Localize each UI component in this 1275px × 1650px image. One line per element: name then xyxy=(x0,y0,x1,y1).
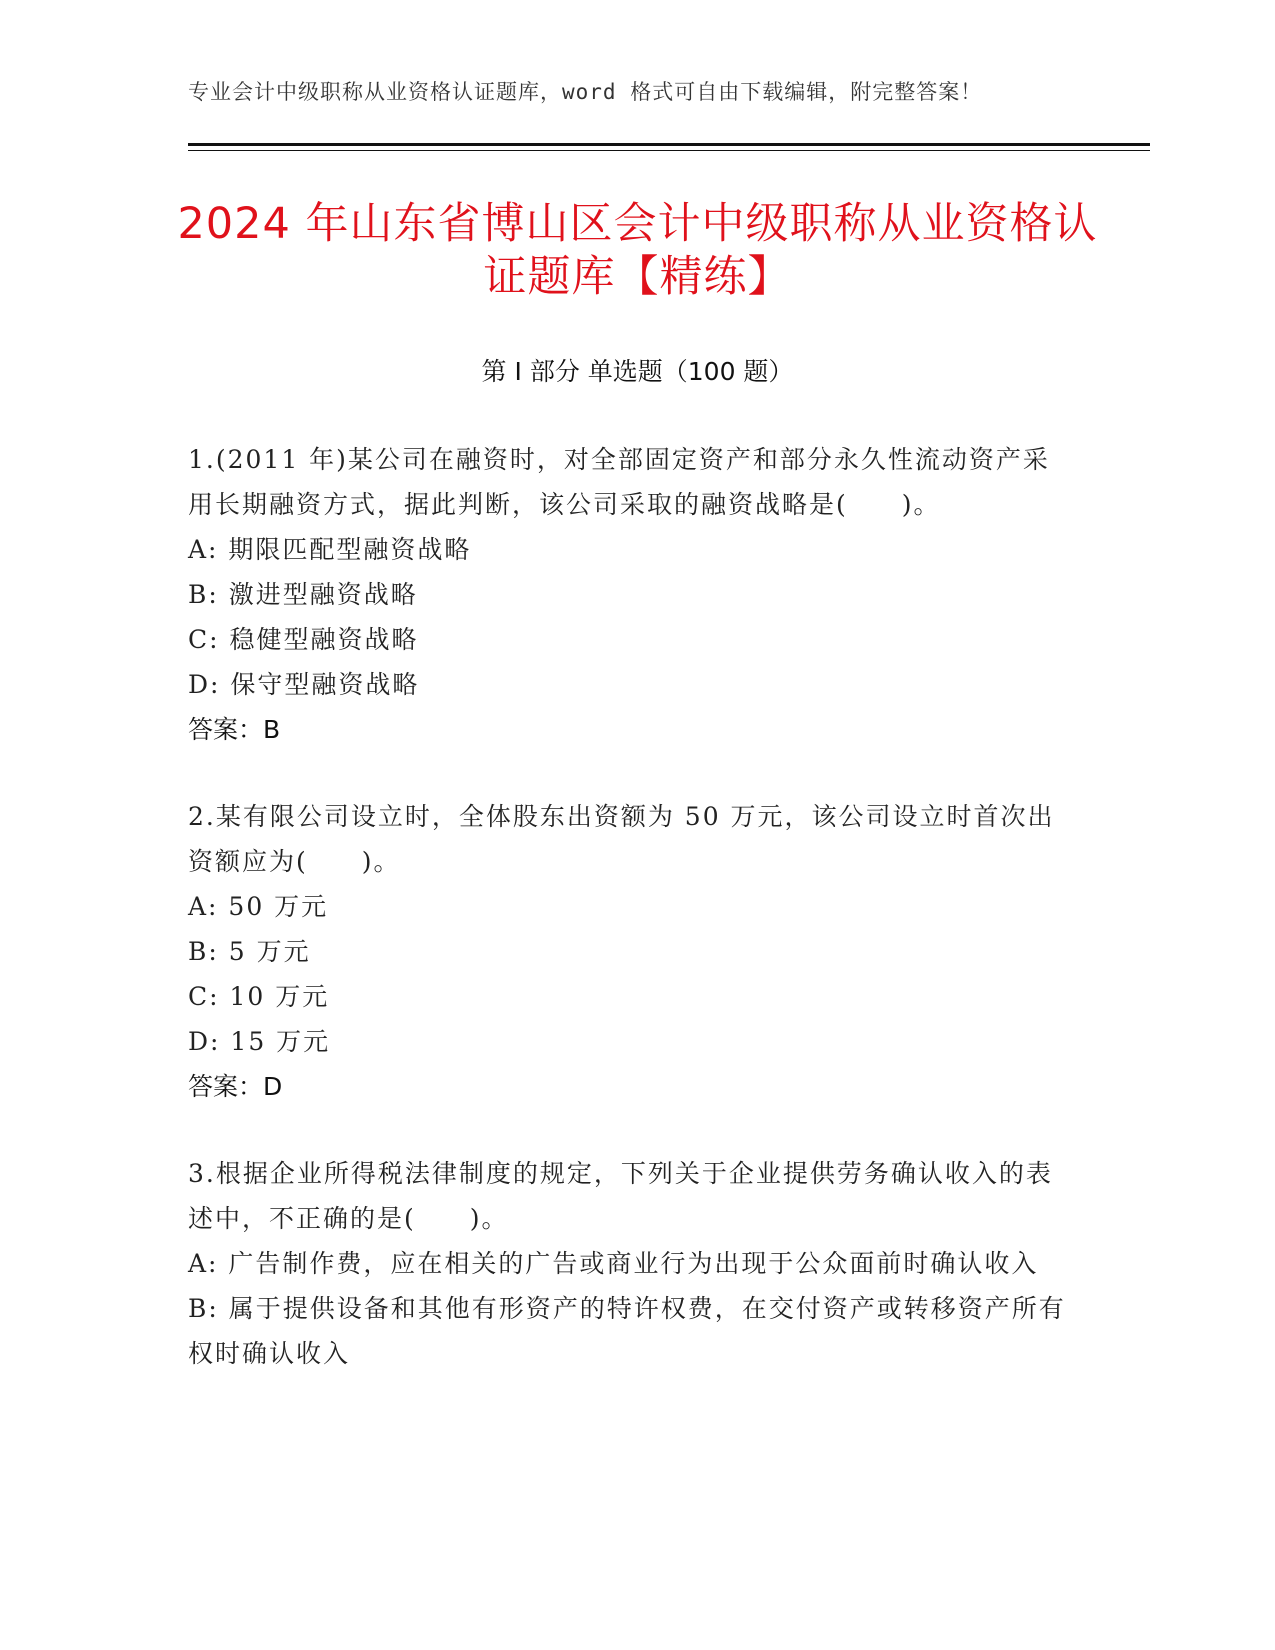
question-stem: 1.(2011 年)某公司在融资时，对全部固定资产和部分永久性流动资产采用长期融资方式，据此判断，该公司采取的融资战略是( )。 xyxy=(188,445,1050,519)
question-3 xyxy=(188,1151,1068,1376)
question-1 xyxy=(188,437,1068,752)
question-list xyxy=(188,437,1068,1418)
answer: 答案：B xyxy=(188,715,281,744)
option-b: B: 属于提供设备和其他有形资产的特许权费，在交付资产或转移资产所有权时确认收入 xyxy=(188,1294,1066,1368)
option-a: A: 广告制作费，应在相关的广告或商业行为出现于公众面前时确认收入 xyxy=(188,1249,1039,1278)
option-d: D: 保守型融资战略 xyxy=(188,670,420,699)
option-c: C: 稳健型融资战略 xyxy=(188,625,419,654)
question-stem: 3.根据企业所得税法律制度的规定，下列关于企业提供劳务确认收入的表述中，不正确的是( )。 xyxy=(188,1159,1053,1233)
option-a: A: 期限匹配型融资战略 xyxy=(188,535,472,564)
document-title: 2024 年山东省博山区会计中级职称从业资格认证题库【精练】 xyxy=(177,199,1098,302)
header-divider-thin xyxy=(188,150,1150,151)
header-note: 专业会计中级职称从业资格认证题库，word 格式可自由下载编辑，附完整答案！ xyxy=(188,80,983,104)
option-b: B: 5 万元 xyxy=(188,937,311,966)
option-d: D: 15 万元 xyxy=(188,1027,331,1056)
option-a: A: 50 万元 xyxy=(188,892,329,921)
option-c: C: 10 万元 xyxy=(188,982,330,1011)
option-b: B: 激进型融资战略 xyxy=(188,580,418,609)
section-heading: 第 I 部分 单选题（100 题） xyxy=(481,357,794,386)
question-2 xyxy=(188,794,1068,1109)
header-divider-thick xyxy=(188,143,1150,146)
answer: 答案：D xyxy=(188,1072,283,1101)
question-stem: 2.某有限公司设立时，全体股东出资额为 50 万元，该公司设立时首次出资额应为( )。 xyxy=(188,802,1055,876)
